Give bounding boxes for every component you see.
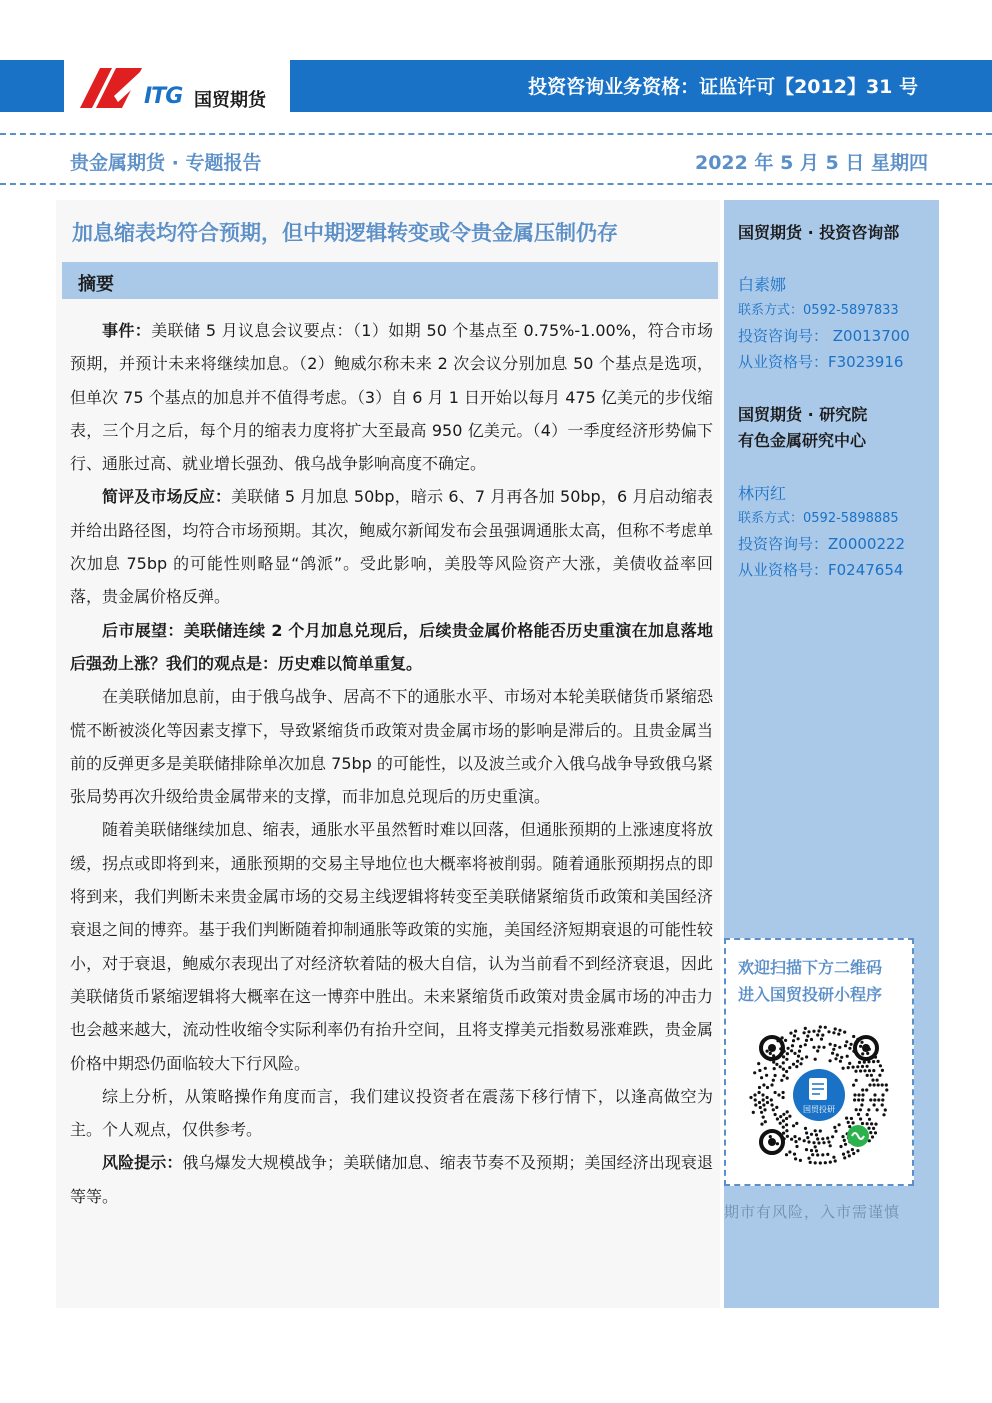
article-title: 加息缩表均符合预期，但中期逻辑转变或令贵金属压制仍存	[72, 221, 618, 245]
department-2-center: 有色金属研究中心	[738, 431, 867, 450]
analyst-1-name: 白素娜	[738, 275, 787, 294]
itg-logo-icon	[78, 68, 142, 108]
mini-program-qr-code[interactable]	[748, 1024, 890, 1166]
logo-company-name: 国贸期货	[194, 90, 266, 111]
department-1: 国贸期货 · 投资咨询部	[738, 223, 900, 242]
analyst-2-advisory-no: 投资咨询号：Z0000222	[738, 535, 906, 553]
analyst-1-contact: 联系方式：0592-5897833	[738, 303, 899, 318]
analyst-2-contact: 联系方式：0592-5898885	[738, 511, 899, 526]
qr-caption-line-2: 进入国贸投研小程序	[738, 985, 883, 1004]
sidebar	[724, 200, 939, 1308]
qr-caption	[738, 954, 882, 1008]
paragraph-text: 在美联储加息前，由于俄乌战争、居高不下的通胀水平、市场对本轮美联储货币紧缩恐慌不断被淡化等因素支撑下，导致紧缩货币政策对贵金属市场的影响是滞后的。且贵金属当前的反弹更多是美联储排除单次加息 75bp 的可能性，以及波兰或介入俄乌战争导致俄乌紧张局势再次升级给贵金属带来的支撑，而非加息兑现后的历史重演。	[70, 687, 713, 807]
article-panel	[56, 200, 720, 1308]
paragraph-review	[70, 480, 713, 613]
abstract-header	[62, 262, 718, 299]
department-2: 国贸期货 · 研究院	[738, 405, 868, 424]
paragraph-analysis-2	[70, 813, 713, 1079]
company-logo	[64, 56, 290, 116]
qr-caption-line-1: 欢迎扫描下方二维码	[738, 958, 883, 977]
article-body	[70, 314, 713, 1213]
qr-center-label: 国贸投研	[803, 1105, 835, 1114]
abstract-label: 摘要	[78, 274, 114, 295]
paragraph-conclusion	[70, 1080, 713, 1147]
paragraph-text: 美联储 5 月议息会议要点：（1）如期 50 个基点至 0.75%-1.00%，符合市场预期，并预计未来将继续加息。（2）鲍威尔称未来 2 次会议分别加息 50 个基点是选项，但单次 75 个基点的加息并不值得考虑。（3）自 6 月 1 日开始以每月 475 亿美元的步伐缩表，三个月之后，每个月的缩表力度将扩大至最高 950 亿美元。（4）一季度经济形势偏下行、通胀过高、就业增长强劲、俄乌战争影响高度不确定。	[70, 321, 713, 474]
divider-top	[0, 133, 992, 135]
paragraph-text: 俄乌爆发大规模战争；美联储加息、缩表节奏不及预期；美国经济出现衰退等等。	[70, 1153, 713, 1206]
report-date: 2022 年 5 月 5 日 星期四	[694, 152, 928, 174]
analyst-2-practice-no: 从业资格号：F0247654	[738, 561, 904, 579]
analyst-2-name: 林丙红	[738, 484, 787, 503]
divider-bottom	[0, 183, 992, 185]
analyst-1-practice-no: 从业资格号：F3023916	[738, 353, 904, 371]
report-type: 贵金属期货 · 专题报告	[70, 152, 262, 174]
paragraph-text: 随着美联储继续加息、缩表，通胀水平虽然暂时难以回落，但通胀预期的上涨速度将放缓，拐点或即将到来，通胀预期的交易主导地位也大概率将被削弱。随着通胀预期拐点的即将到来，我们判断未来贵金属市场的交易主线逻辑将转变至美联储紧缩货币政策和美国经济衰退之间的博弈。基于我们判断随着抑制通胀等政策的实施，美国经济短期衰退的可能性较小，对于衰退，鲍威尔表现出了对经济软着陆的极大自信，认为当前看不到经济衰退，因此美联储货币紧缩逻辑将大概率在这一博弈中胜出。未来紧缩货币政策对贵金属市场的冲击力也会越来越大，流动性收缩令实际利率仍有抬升空间，且将支撑美元指数易涨难跌，贵金属价格中期恐仍面临较大下行风险。	[70, 820, 713, 1073]
paragraph-text: 美联储 5 月加息 50bp，暗示 6、7 月再各加 50bp，6 月启动缩表并给出路径图，均符合市场预期。其次，鲍威尔新闻发布会虽强调通胀太高，但称不考虑单次加息 75bp 的可能性则略显“鸽派”。受此影响，美股等风险资产大涨，美债收益率回落，贵金属价格反弹。	[70, 487, 713, 607]
paragraph-text: 综上分析，从策略操作角度而言，我们建议投资者在震荡下移行情下，以逢高做空为主。个人观点，仅供参考。	[70, 1086, 713, 1140]
analyst-1-advisory-no: 投资咨询号： Z0013700	[738, 327, 910, 345]
paragraph-lead: 事件：	[102, 321, 152, 340]
paragraph-analysis-1	[70, 680, 713, 813]
paragraph-risk	[70, 1146, 713, 1213]
logo-latin-text: ITG	[144, 84, 183, 109]
paragraph-lead: 风险提示：	[102, 1153, 183, 1173]
qr-code-panel	[724, 938, 914, 1186]
paragraph-text: 后市展望：美联储连续 2 个月加息兑现后，后续贵金属价格能否历史重演在加息落地后强劲上涨？我们的观点是：历史难以简单重复。	[70, 620, 713, 673]
paragraph-event	[70, 314, 713, 480]
paragraph-lead: 简评及市场反应：	[102, 487, 232, 507]
paragraph-outlook	[70, 614, 713, 681]
license-text: 投资咨询业务资格：证监许可【2012】31 号	[528, 76, 918, 98]
risk-warning: 期市有风险，入市需谨慎	[724, 1203, 901, 1221]
